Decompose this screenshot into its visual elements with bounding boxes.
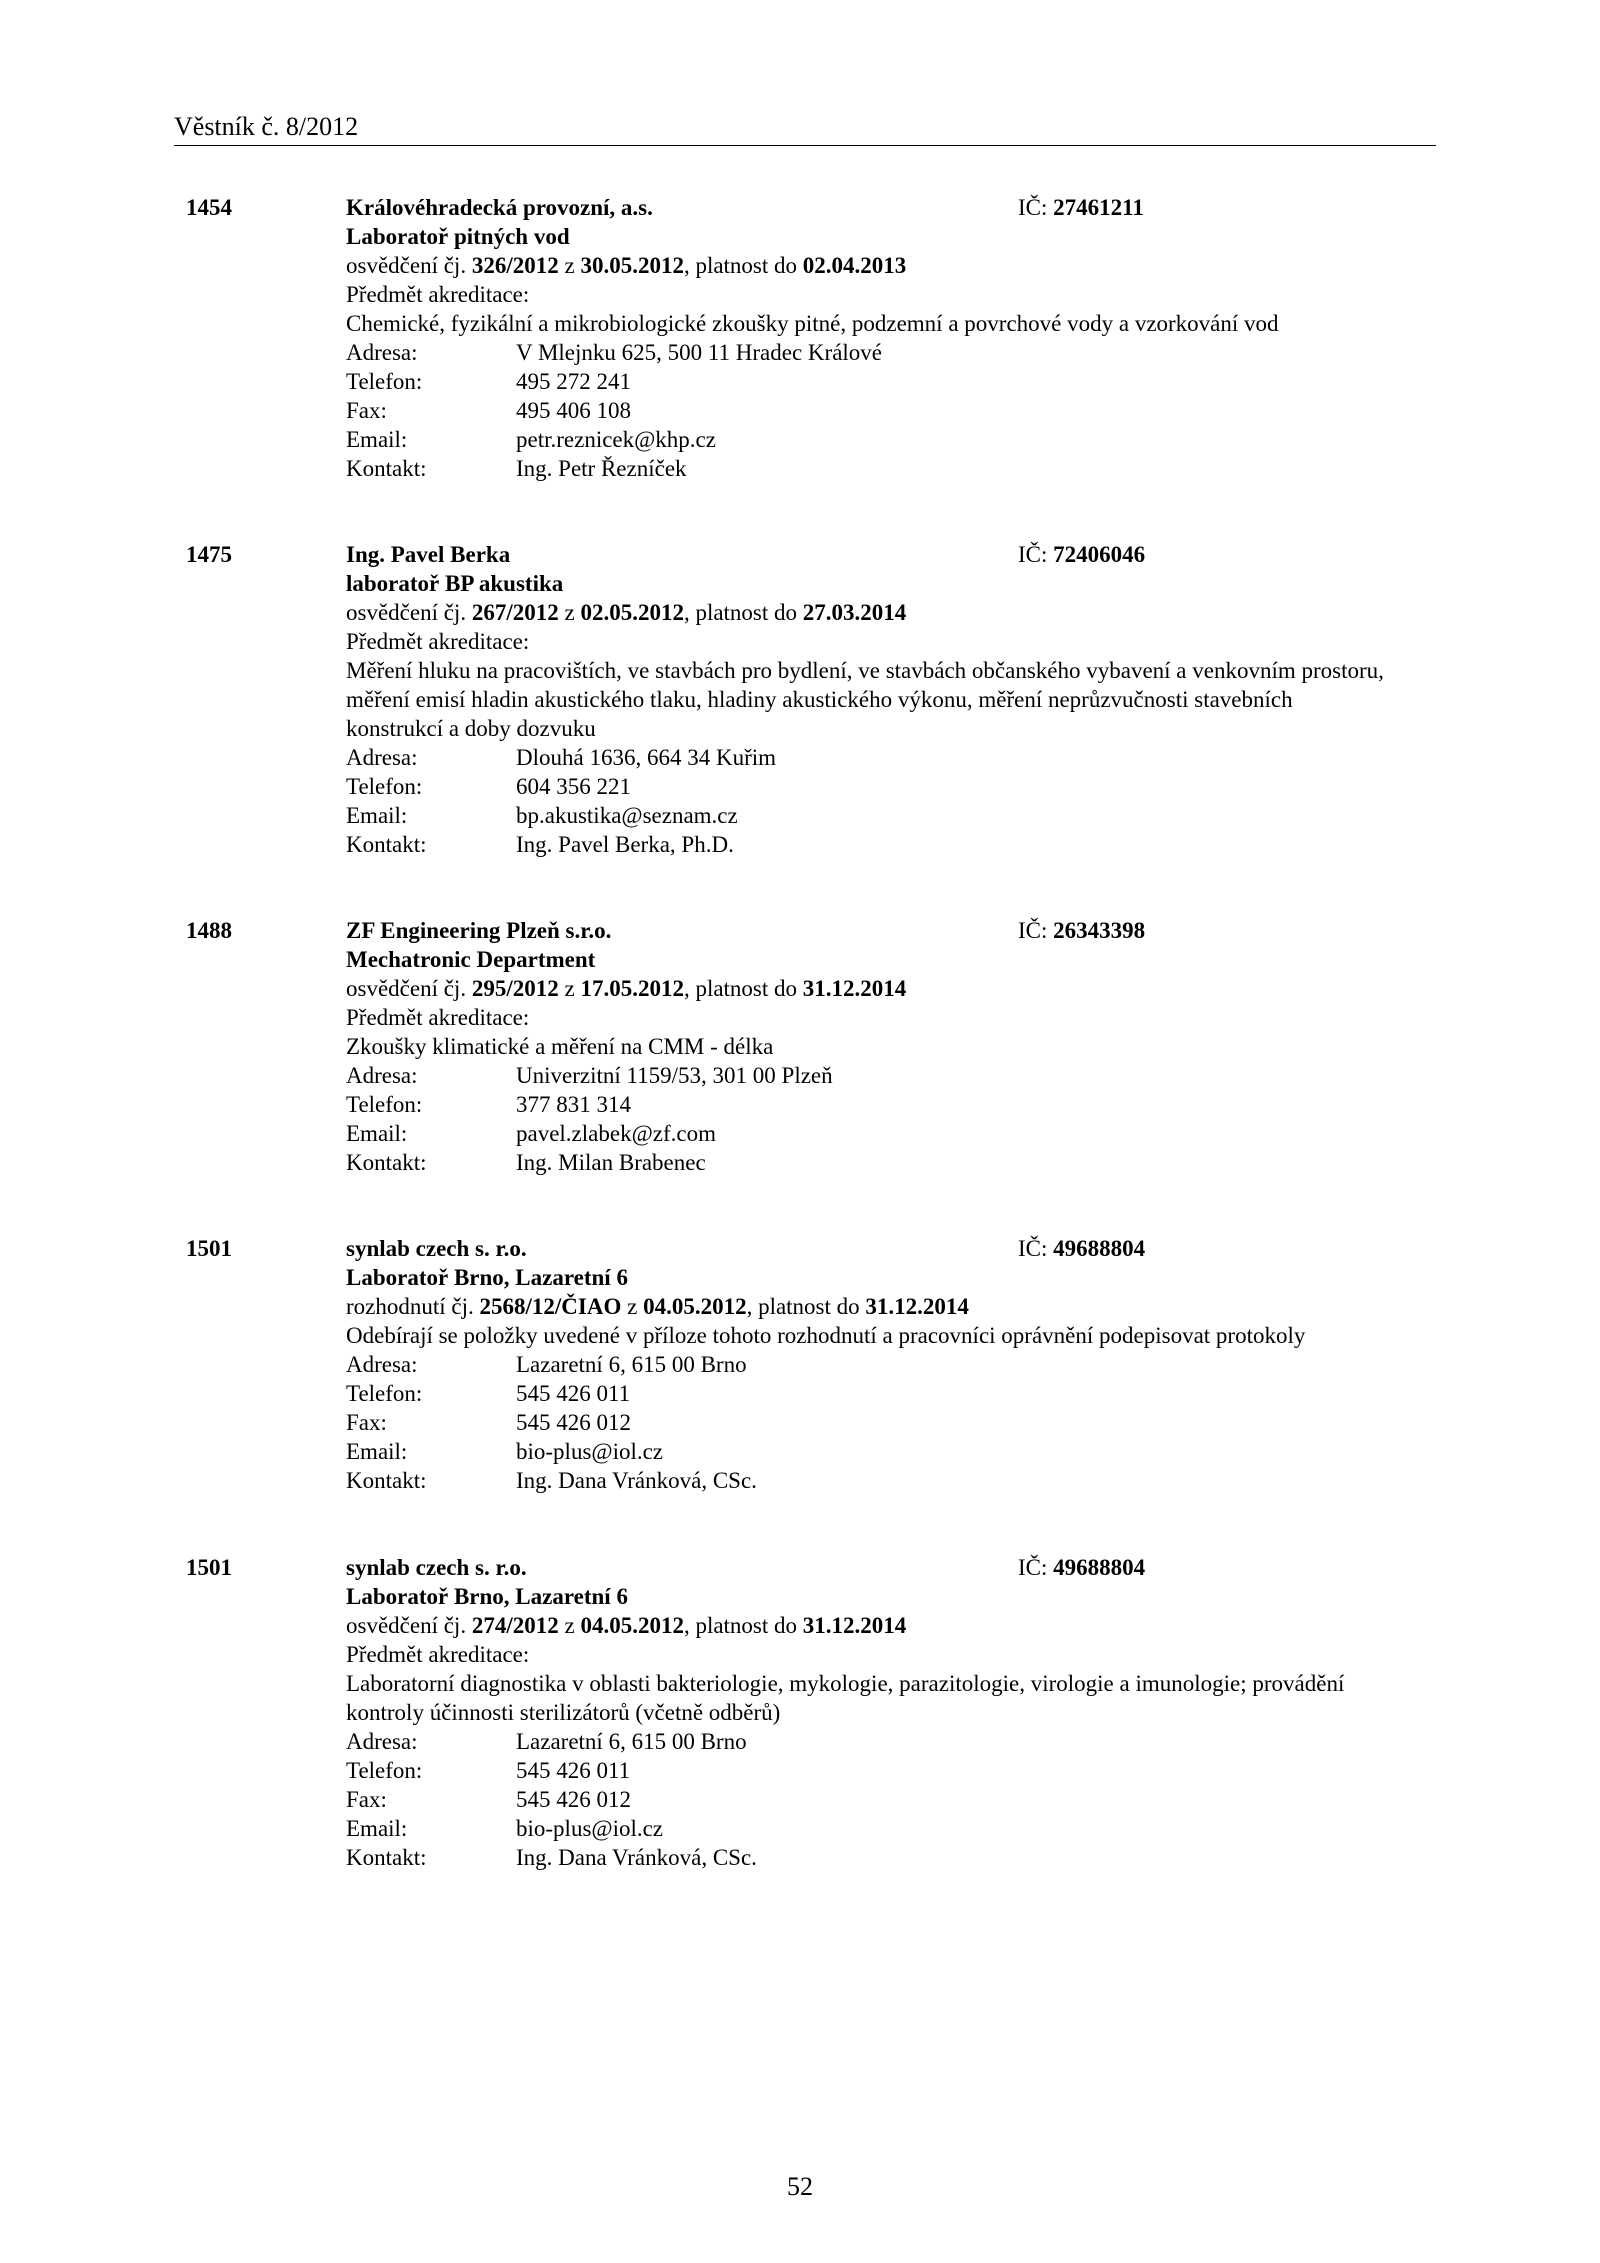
certificate-line: osvědčení čj. 267/2012 z 02.05.2012, platnost do 27.03.2014 (346, 600, 907, 625)
ic-number: IČ: 49688804 (1018, 1555, 1146, 1580)
phone-row: Telefon: 604 356 221 (346, 774, 631, 799)
organization-name: Královéhradecká provozní, a.s. (346, 195, 653, 220)
email-row: Email: bio-plus@iol.cz (346, 1816, 664, 1841)
accreditation-description: Zkoušky klimatické a měření na CMM - délka (346, 1034, 774, 1059)
email-row: Email: petr.reznicek@khp.cz (346, 427, 716, 452)
accreditation-description: Měření hluku na pracovištích, ve stavbách pro bydlení, ve stavbách občanského vybavení a venkovním prostoru, měření emisí hladin akustického tlaku, hladiny akustického výkonu, měření neprůzvučnosti stavebních konstrukcí a doby dozvuku (346, 658, 1384, 741)
address-row: Adresa: Dlouhá 1636, 664 34 Kuřim (346, 745, 777, 770)
address-row: Adresa: Lazaretní 6, 615 00 Brno (346, 1352, 747, 1377)
certificate-line: osvědčení čj. 295/2012 z 17.05.2012, platnost do 31.12.2014 (346, 976, 907, 1001)
accreditation-subject-label: Předmět akreditace: (346, 282, 530, 307)
entry-number: 1488 (186, 918, 232, 943)
entry-number: 1475 (186, 542, 232, 567)
organization-name: synlab czech s. r.o. (346, 1555, 527, 1580)
phone-row: Telefon: 495 272 241 (346, 369, 631, 394)
email-row: Email: bp.akustika@seznam.cz (346, 803, 738, 828)
contact-row: Kontakt: Ing. Pavel Berka, Ph.D. (346, 832, 734, 857)
ic-number: IČ: 27461211 (1018, 195, 1144, 220)
accreditation-subject-label: Předmět akreditace: (346, 1005, 530, 1030)
contact-row: Kontakt: Ing. Dana Vránková, CSc. (346, 1468, 757, 1493)
address-row: Adresa: V Mlejnku 625, 500 11 Hradec Králové (346, 340, 883, 365)
fax-row: Fax: 545 426 012 (346, 1410, 631, 1435)
page-header-title: Věstník č. 8/2012 (174, 112, 359, 141)
ic-number: IČ: 26343398 (1018, 918, 1146, 943)
accreditation-description: Chemické, fyzikální a mikrobiologické zkoušky pitné, podzemní a povrchové vody a vzorkování vod (346, 311, 1279, 336)
address-row: Adresa: Univerzitní 1159/53, 301 00 Plzeň (346, 1063, 833, 1088)
fax-row: Fax: 545 426 012 (346, 1787, 631, 1812)
entry-number: 1501 (186, 1236, 232, 1261)
organization-name: ZF Engineering Plzeň s.r.o. (346, 918, 612, 943)
contact-row: Kontakt: Ing. Petr Řezníček (346, 456, 687, 481)
ic-number: IČ: 72406046 (1018, 542, 1146, 567)
laboratory-name: laboratoř BP akustika (346, 571, 564, 596)
contact-row: Kontakt: Ing. Milan Brabenec (346, 1150, 706, 1175)
certificate-line: osvědčení čj. 274/2012 z 04.05.2012, platnost do 31.12.2014 (346, 1613, 907, 1638)
accreditation-subject-label: Předmět akreditace: (346, 629, 530, 654)
accreditation-description: Laboratorní diagnostika v oblasti bakteriologie, mykologie, parazitologie, virologie a imunologie; provádění kontroly účinnosti sterilizátorů (včetně odběrů) (346, 1671, 1345, 1725)
phone-row: Telefon: 545 426 011 (346, 1381, 631, 1406)
decision-description: Odebírají se položky uvedené v příloze tohoto rozhodnutí a pracovníci oprávnění podepisovat protokoly (346, 1323, 1306, 1348)
address-row: Adresa: Lazaretní 6, 615 00 Brno (346, 1729, 747, 1754)
header-rule (174, 145, 1436, 146)
organization-name: Ing. Pavel Berka (346, 542, 511, 567)
accreditation-subject-label: Předmět akreditace: (346, 1642, 530, 1667)
laboratory-name: Laboratoř Brno, Lazaretní 6 (346, 1265, 628, 1290)
phone-row: Telefon: 377 831 314 (346, 1092, 631, 1117)
laboratory-name: Mechatronic Department (346, 947, 596, 972)
certificate-line: osvědčení čj. 326/2012 z 30.05.2012, platnost do 02.04.2013 (346, 253, 907, 278)
laboratory-name: Laboratoř Brno, Lazaretní 6 (346, 1584, 628, 1609)
email-row: Email: bio-plus@iol.cz (346, 1439, 664, 1464)
fax-row: Fax: 495 406 108 (346, 398, 631, 423)
ic-number: IČ: 49688804 (1018, 1236, 1146, 1261)
contact-row: Kontakt: Ing. Dana Vránková, CSc. (346, 1845, 757, 1870)
decision-line: rozhodnutí čj. 2568/12/ČIAO z 04.05.2012, platnost do 31.12.2014 (346, 1294, 969, 1319)
page-number: 52 (787, 2172, 813, 2201)
email-row: Email: pavel.zlabek@zf.com (346, 1121, 716, 1146)
phone-row: Telefon: 545 426 011 (346, 1758, 631, 1783)
organization-name: synlab czech s. r.o. (346, 1236, 527, 1261)
laboratory-name: Laboratoř pitných vod (346, 224, 570, 249)
entry-number: 1501 (186, 1555, 232, 1580)
entry-number: 1454 (186, 195, 232, 220)
